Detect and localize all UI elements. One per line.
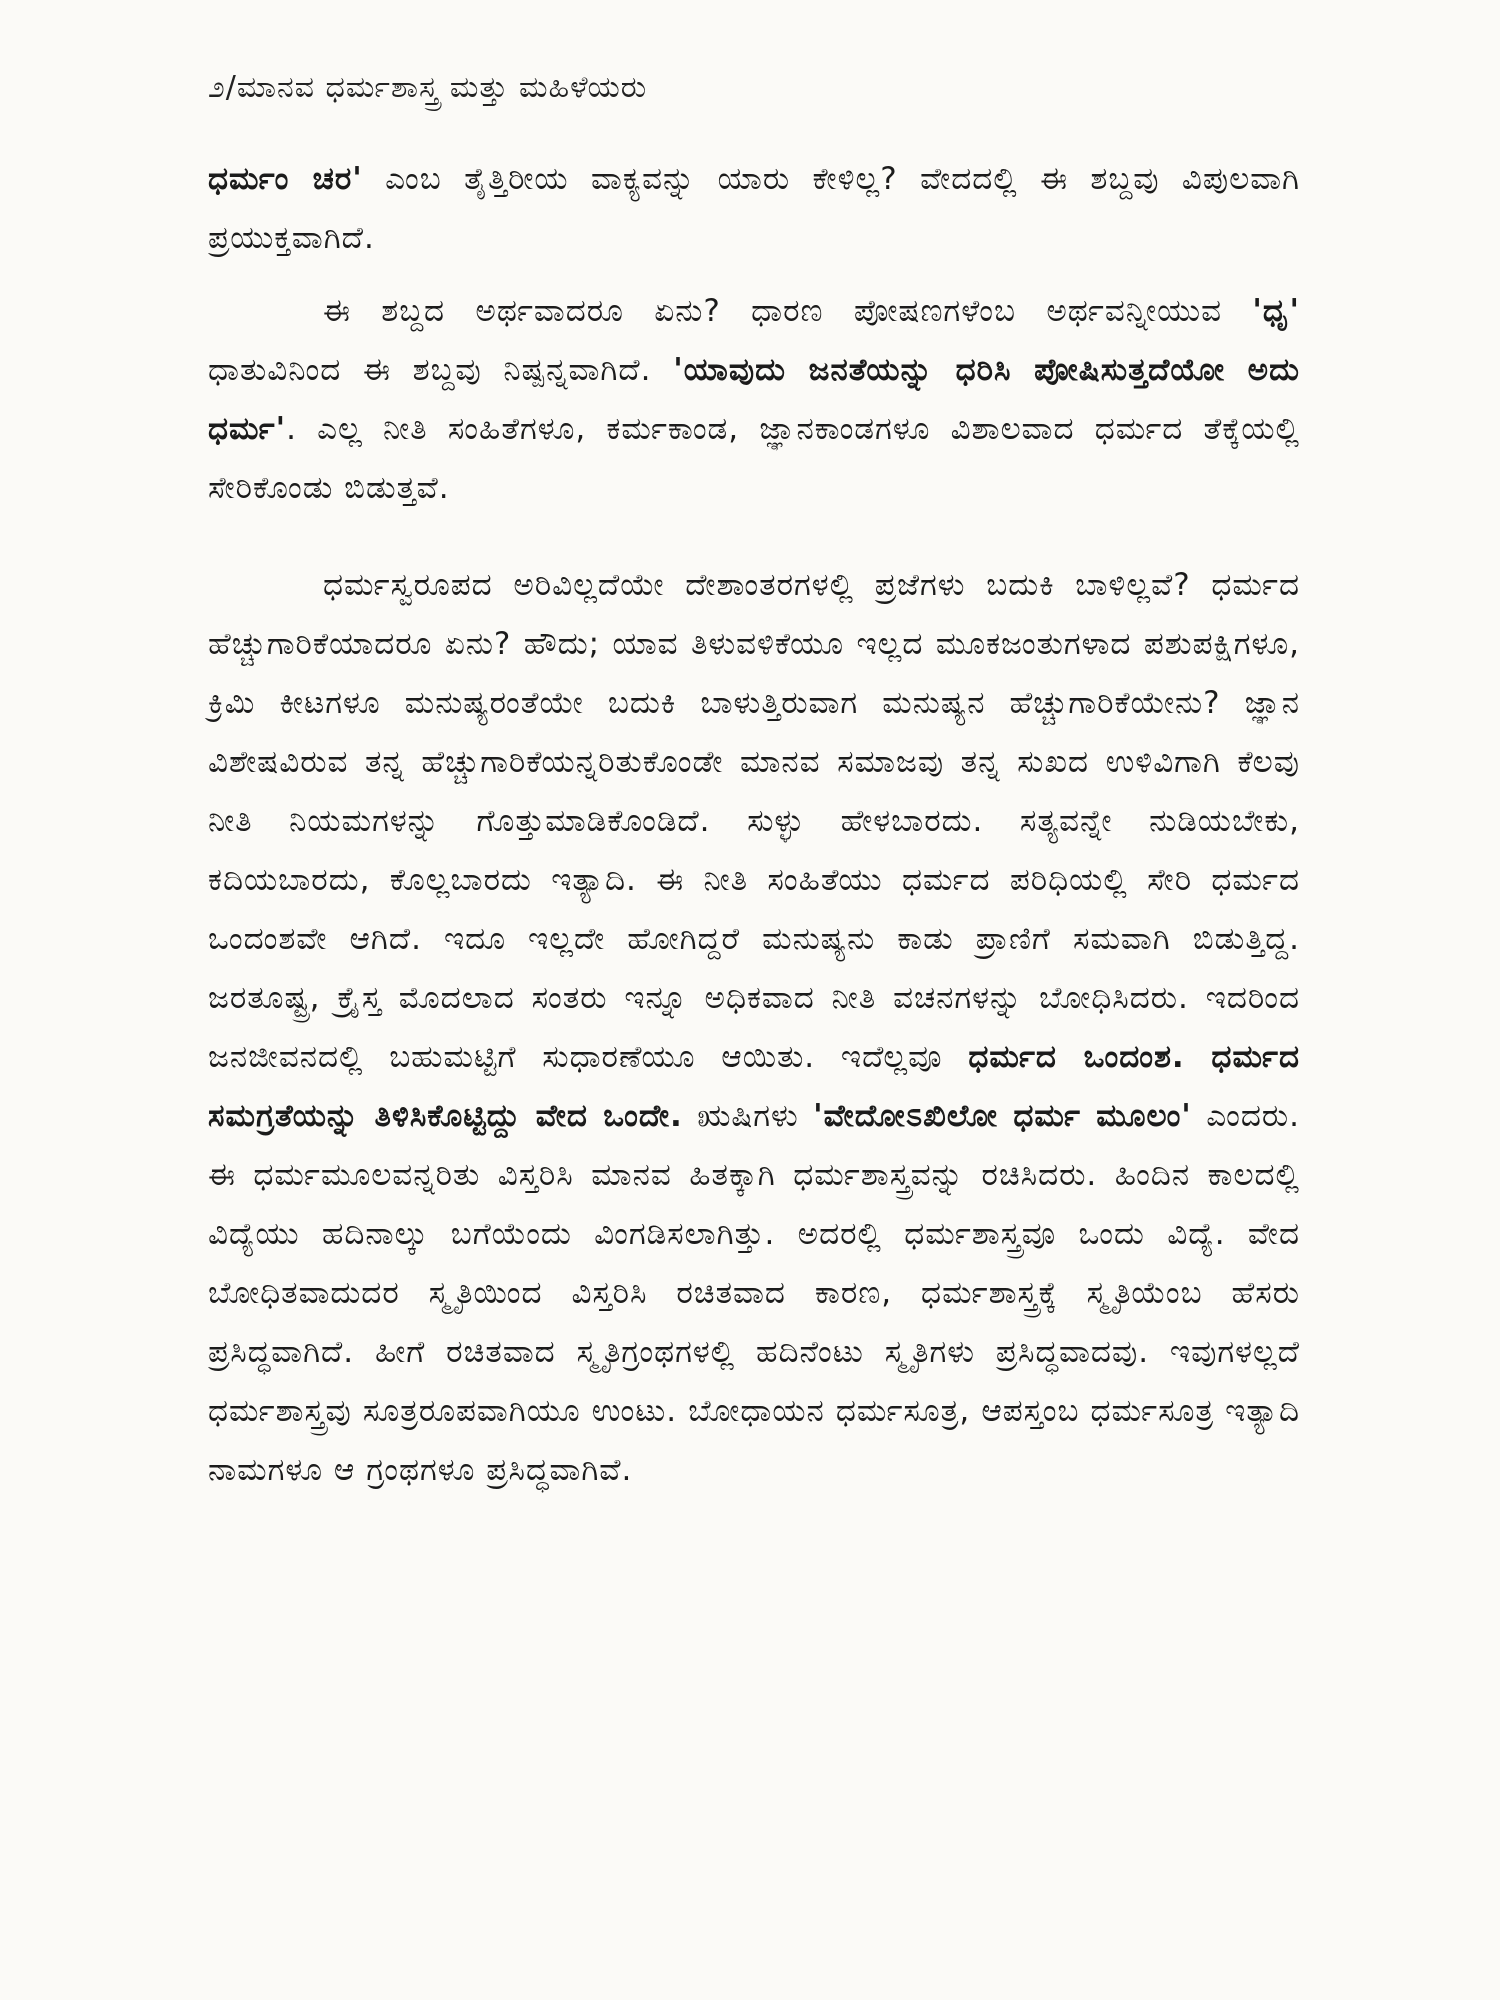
- bold-phrase: 'ಯಾವುದು ಜನತೆಯನ್ನು ಧರಿಸಿ ಪೋಷಿಸುತ್ತದೆಯೋ ಅದು ಧರ್ಮ': [208, 352, 1300, 447]
- paragraph-text: ಈ ಶಬ್ದದ ಅರ್ಥವಾದರೂ ಏನು? ಧಾರಣ ಪೋಷಣಗಳೆಂಬ ಅರ್ಥವನ್ನೀಯುವ: [323, 293, 1253, 329]
- bold-phrase: ಧರ್ಮಂ ಚರ': [208, 161, 363, 197]
- bold-phrase: ಧರ್ಮದ ಒಂದಂಶ. ಧರ್ಮದ ಸಮಗ್ರತೆಯನ್ನು ತಿಳಿಸಿಕೊಟ್ಟಿದ್ದು ವೇದ ಒಂದೇ.: [208, 1039, 1301, 1134]
- paragraph-text: ಎಂದರು. ಈ ಧರ್ಮಮೂಲವನ್ನರಿತು ವಿಸ್ತರಿಸಿ ಮಾನವ ಹಿತಕ್ಕಾಗಿ ಧರ್ಮಶಾಸ್ತ್ರವನ್ನು ರಚಿಸಿದರು. ಹಿಂದಿನ ಕಾಲದಲ್ಲಿ ವಿದ್ಯೆಯು ಹದಿನಾಲ್ಕು ಬಗೆಯೆಂದು ವಿಂಗಡಿಸಲಾಗಿತ್ತು. ಅದರಲ್ಲಿ ಧರ್ಮಶಾಸ್ತ್ರವೂ ಒಂದು ವಿದ್ಯೆ. ವೇದ ಬೋಧಿತವಾದುದರ ಸ್ಮೃತಿಯಿಂದ ವಿಸ್ತರಿಸಿ ರಚಿತವಾದ ಕಾರಣ, ಧರ್ಮಶಾಸ್ತ್ರಕ್ಕೆ ಸ್ಮೃತಿಯೆಂಬ ಹೆಸರು ಪ್ರಸಿದ್ಧವಾಗಿದೆ. ಹೀಗೆ ರಚಿತವಾದ ಸ್ಮೃತಿಗ್ರಂಥಗಳಲ್ಲಿ ಹದಿನೆಂಟು ಸ್ಮೃತಿಗಳು ಪ್ರಸಿದ್ಧವಾದವು. ಇವುಗಳಲ್ಲದೆ ಧರ್ಮಶಾಸ್ತ್ರವು ಸೂತ್ರರೂಪವಾಗಿಯೂ ಉಂಟು. ಬೋಧಾಯನ ಧರ್ಮಸೂತ್ರ, ಆಪಸ್ತಂಬ ಧರ್ಮಸೂತ್ರ ಇತ್ಯಾದಿ ನಾಮಗಳೂ ಆ ಗ್ರಂಥಗಳೂ ಪ್ರಸಿದ್ಧವಾಗಿವೆ.: [208, 1098, 1300, 1488]
- running-head: ೨/ಮಾನವ ಧರ್ಮಶಾಸ್ತ್ರ ಮತ್ತು ಮಹಿಳೆಯರು: [208, 70, 648, 105]
- paragraph-text: ಎಂಬ ತೈತ್ತಿರೀಯ ವಾಕ್ಯವನ್ನು ಯಾರು ಕೇಳಿಲ್ಲ? ವೇದದಲ್ಲಿ ಈ ಶಬ್ದವು ವಿಪುಲವಾಗಿ ಪ್ರಯುಕ್ತವಾಗಿದೆ.: [208, 161, 1301, 256]
- paragraph-3: [208, 556, 1300, 1500]
- body-text: [208, 150, 1300, 1500]
- bold-phrase: 'ಧೃ': [1252, 293, 1300, 329]
- paragraph-text: . ಎಲ್ಲ ನೀತಿ ಸಂಹಿತೆಗಳೂ, ಕರ್ಮಕಾಂಡ, ಜ್ಞಾನಕಾಂಡಗಳೂ ವಿಶಾಲವಾದ ಧರ್ಮದ ತೆಕ್ಕೆಯಲ್ಲಿ ಸೇರಿಕೊಂಡು ಬಿಡುತ್ತವೆ.: [208, 411, 1300, 506]
- paragraph-text: ಧಾತುವಿನಿಂದ ಈ ಶಬ್ದವು ನಿಷ್ಪನ್ನವಾಗಿದೆ.: [208, 352, 674, 388]
- paragraph-1: [208, 150, 1300, 268]
- paragraph-text: ಋಷಿಗಳು: [682, 1098, 814, 1134]
- paragraph-text: ಧರ್ಮಸ್ವರೂಪದ ಅರಿವಿಲ್ಲದೆಯೇ ದೇಶಾಂತರಗಳಲ್ಲಿ ಪ್ರಜೆಗಳು ಬದುಕಿ ಬಾಳಿಲ್ಲವೆ? ಧರ್ಮದ ಹೆಚ್ಚುಗಾರಿಕೆಯಾದರೂ ಏನು? ಹೌದು; ಯಾವ ತಿಳುವಳಿಕೆಯೂ ಇಲ್ಲದ ಮೂಕಜಂತುಗಳಾದ ಪಶುಪಕ್ಷಿಗಳೂ, ಕ್ರಿಮಿ ಕೀಟಗಳೂ ಮನುಷ್ಯರಂತೆಯೇ ಬದುಕಿ ಬಾಳುತ್ತಿರುವಾಗ ಮನುಷ್ಯನ ಹೆಚ್ಚುಗಾರಿಕೆಯೇನು? ಜ್ಞಾನ ವಿಶೇಷವಿರುವ ತನ್ನ ಹೆಚ್ಚುಗಾರಿಕೆಯನ್ನರಿತುಕೊಂಡೇ ಮಾನವ ಸಮಾಜವು ತನ್ನ ಸುಖದ ಉಳಿವಿಗಾಗಿ ಕೆಲವು ನೀತಿ ನಿಯಮಗಳನ್ನು ಗೊತ್ತುಮಾಡಿಕೊಂಡಿದೆ. ಸುಳ್ಳು ಹೇಳಬಾರದು. ಸತ್ಯವನ್ನೇ ನುಡಿಯಬೇಕು, ಕದಿಯಬಾರದು, ಕೊಲ್ಲಬಾರದು ಇತ್ಯಾದಿ. ಈ ನೀತಿ ಸಂಹಿತೆಯು ಧರ್ಮದ ಪರಿಧಿಯಲ್ಲಿ ಸೇರಿ ಧರ್ಮದ ಒಂದಂಶವೇ ಆಗಿದೆ. ಇದೂ ಇಲ್ಲದೇ ಹೋಗಿದ್ದರೆ ಮನುಷ್ಯನು ಕಾಡು ಪ್ರಾಣಿಗೆ ಸಮವಾಗಿ ಬಿಡುತ್ತಿದ್ದ. ಜರತೂಷ್ಟ್ರ, ಕ್ರೈಸ್ತ ಮೊದಲಾದ ಸಂತರು ಇನ್ನೂ ಅಧಿಕವಾದ ನೀತಿ ವಚನಗಳನ್ನು ಬೋಧಿಸಿದರು. ಇದರಿಂದ ಜನಜೀವನದಲ್ಲಿ ಬಹುಮಟ್ಟಿಗೆ ಸುಧಾರಣೆಯೂ ಆಯಿತು. ಇದೆಲ್ಲವೂ: [208, 567, 1300, 1075]
- paragraph-2: [208, 282, 1300, 518]
- bold-phrase: 'ವೇದೋಽಖಿಲೋ ಧರ್ಮ ಮೂಲಂ': [813, 1098, 1192, 1134]
